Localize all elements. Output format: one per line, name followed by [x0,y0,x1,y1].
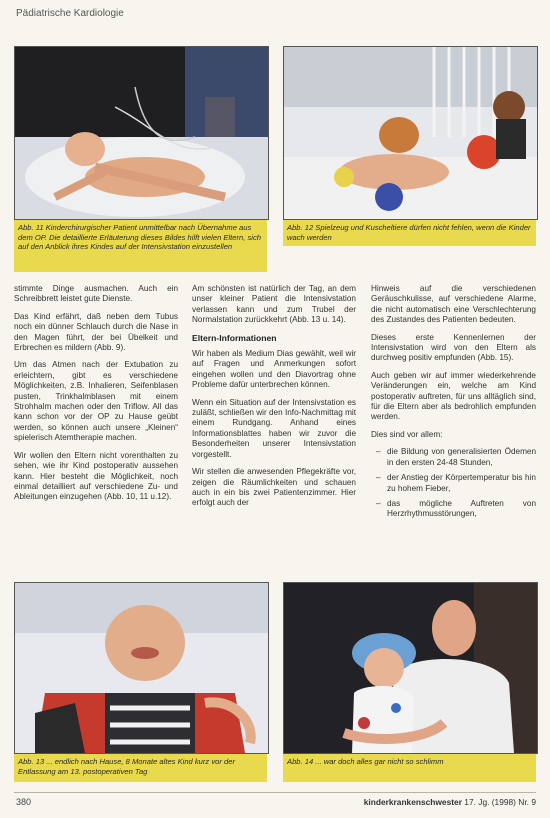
paragraph: Hinweis auf die verschiedenen Geräuschkulisse, auf verschiedene Alarme, die nicht automatisch eine Verschlechterung des Zustandes des Patienten bedeuten. [371,284,536,325]
text-column-3 [371,284,536,525]
paragraph: Dieses erste Kennenlernen der Intensivstation wird von den Eltern als durchweg positiv empfunden (Abb. 15). [371,332,536,363]
infant-icu-photo-icon [15,47,268,219]
list-item: – das mögliche Auftreten von Herzrhythmusstörungen, [371,499,536,520]
bullet-list [371,447,536,519]
list-item: – der Anstieg der Körpertemperatur bis hin zu hohem Fieber, [371,473,536,494]
paragraph: Das Kind erfährt, daß neben dem Tubus noch ein dünner Schlauch durch die Nase in den Magen führt, der bei Übelkeit und Erbrechen es mildern (Abb. 9). [14,311,178,353]
journal-citation [364,797,536,807]
father-and-child-photo-icon [284,583,537,753]
paragraph: Wir haben als Medium Dias gewählt, weil wir auf Fragen und Anmerkungen sofort eingehen wollen und den Diavortrag ohne Probleme dafür unterbrechen können. [192,349,356,390]
page-number: 380 [16,797,32,807]
paragraph: Um das Atmen nach der Extubation zu erleichtern, gibt es verschiedene Möglichkeiten, z.B. Inhalieren, Seifenblasen pusten, Trinkhalmblasen mit einem Strohhalm machen oder den Triflow. All das kann schon vor der OP zu Hause geübt werden, so können auch unsere „Kleinen“ spielerisch Atemtherapie machen. [14,360,178,443]
caption-fig11: Abb. 11 Kinderchirurgischer Patient unmittelbar nach Übernahme aus dem OP. Die detaillierte Erläuterung dieses Bildes hilft vielen Eltern, sich auf den Anblick ihres Kindes auf der Intensivstation einzustellen [14,220,267,272]
photo-toddler-toys [283,46,538,220]
paragraph: Dies sind vor allem: [371,429,443,439]
caption-fig12: Abb. 12 Spielzeug und Kuscheltiere dürfen nicht fehlen, wenn die Kinder wach werden [283,220,536,246]
caption-fig14: Abb. 14 ... war doch alles gar nicht so schlimm [283,754,536,782]
list-item: – die Bildung von generalisierten Ödemen in den ersten 24-48 Stunden, [371,447,536,468]
running-header: Pädiatrische Kardiologie [16,8,124,19]
footer-rule [14,792,536,793]
photo-infant-icu [14,46,269,220]
photo-smiling-baby [14,582,269,754]
photo-father-child [283,582,538,754]
journal-issue: 17. Jg. (1998) Nr. 9 [461,797,536,807]
paragraph: Wenn ein Situation auf der Intensivstation es zuläßt, schließen wir den Info-Nachmittag mit einem Rundgang. Anhand eines Informationsblattes haben wir zuvor die Besonderheiten unserer Intensivstation vorgestellt. [192,397,356,459]
journal-name: kinderkrankenschwester [363,797,462,807]
paragraph: Wir stellen die anwesenden Pflegekräfte vor, zeigen die Räumlichkeiten und schauen auch in ein bis zwei Patientenzimmer. Hier erfolgt auch der [192,467,356,508]
paragraph: Auch geben wir auf immer wiederkehrende Veränderungen ein, welche am Kind postoperativ auftreten, für uns alltäglich sind, für die Eltern aber als bedrohlich empfunden werden. [371,370,536,422]
text-column-1 [14,284,178,510]
paragraph: Wir wollen den Eltern nicht vorenthalten zu sehen, wie ihr Kind postoperativ aussehen kann. Hier besteht die Möglichkeit, noch einmal detailliert auf verschiedene Zu- und Ableitungen einzugehen (Abb. 10, 11 u.12). [14,450,178,502]
paragraph: stimmte Dinge ausmachen. Auch ein Schreibbrett leistet gute Dienste. [14,284,178,304]
caption-fig13: Abb. 13 ... endlich nach Hause, 8 Monate altes Kind kurz vor der Entlassung am 13. postoperativen Tag [14,754,267,782]
paragraph: Am schönsten ist natürlich der Tag, an dem unser kleiner Patient die Intensivstation verlassen kann und zum Trubel der Normalstation zurückkehrt (Abb. 13 u. 14). [192,284,356,325]
section-heading: Eltern-Informationen [192,332,277,343]
toddler-with-toys-photo-icon [284,47,537,219]
smiling-baby-photo-icon [15,583,268,753]
text-column-2 [192,284,356,516]
